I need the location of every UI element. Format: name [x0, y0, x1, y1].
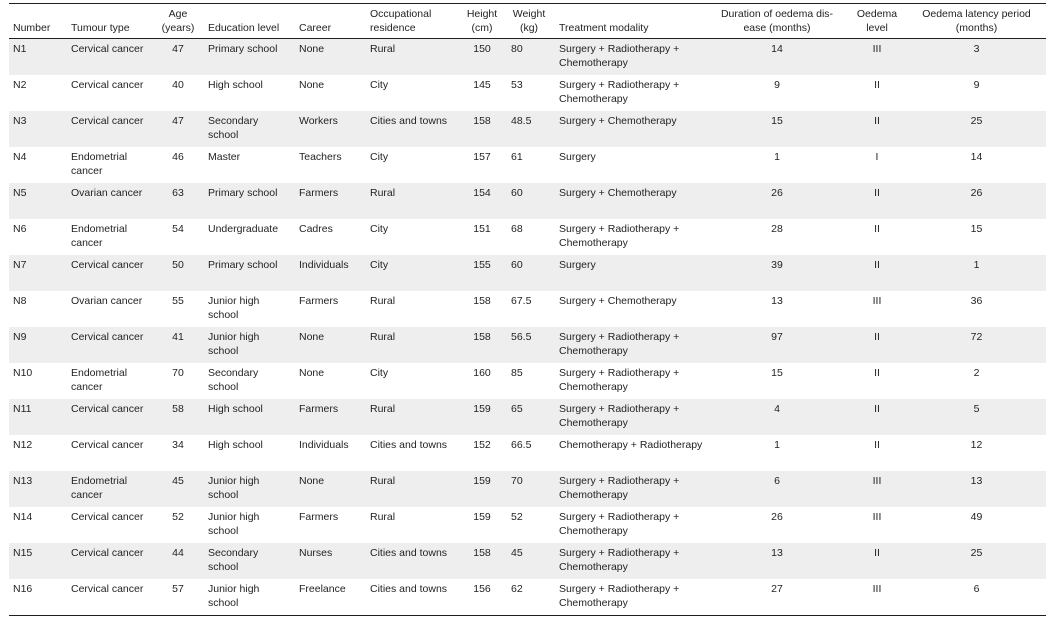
cell-tumour-type: Cervical cancer	[67, 579, 152, 616]
cell-weight: 70	[503, 471, 555, 507]
cell-career: Cadres	[299, 223, 333, 236]
table-row	[9, 399, 1046, 435]
header-number: Number	[9, 4, 67, 39]
cell-duration: 4	[707, 399, 847, 435]
cell-tumour-type: Endometrial cancer	[71, 367, 128, 393]
table-row	[9, 219, 1046, 255]
cell-career: Nurses	[295, 543, 366, 579]
cell-residence: Rural	[366, 399, 461, 435]
cell-height: 159	[473, 511, 491, 524]
cell-career: Farmers	[295, 399, 366, 435]
cell-height: 158	[461, 111, 503, 147]
cell-duration: 15	[707, 111, 847, 147]
table-row	[9, 255, 1046, 291]
header-age: Age (years)	[152, 4, 204, 39]
cell-latency: 3	[907, 39, 1046, 76]
cell-career: Farmers	[299, 295, 339, 308]
cell-tumour-type: Cervical cancer	[71, 79, 144, 92]
cell-oedema-level: II	[847, 543, 907, 579]
table-row	[9, 507, 1046, 543]
cell-height: 158	[461, 327, 503, 363]
cell-residence: Cities and towns	[366, 579, 461, 616]
cell-oedema-level: II	[847, 399, 907, 435]
cell-education: High school	[208, 79, 263, 92]
cell-latency: 13	[907, 471, 1046, 507]
cell-weight: 62	[503, 579, 555, 616]
cell-residence: Rural	[366, 183, 461, 219]
cell-latency: 25	[907, 111, 1046, 147]
cell-latency: 49	[970, 511, 983, 524]
cell-treatment: Surgery + Radiotherapy + Chemotherapy	[559, 223, 680, 249]
header-residence: Occupational residence	[366, 4, 461, 39]
cell-treatment: Surgery + Radiotherapy + Chemotherapy	[555, 471, 707, 507]
header-height: Height (cm)	[461, 4, 503, 39]
cell-number: N9	[9, 327, 67, 363]
cell-age: 45	[152, 471, 204, 507]
cell-oedema-level: III	[847, 39, 907, 76]
cell-weight: 60	[503, 183, 555, 219]
cell-latency: 26	[907, 183, 1046, 219]
cell-residence: City	[370, 223, 389, 236]
cell-education: High school	[208, 439, 263, 452]
patient-characteristics-table	[9, 3, 1046, 616]
cell-residence: City	[366, 255, 461, 291]
cell-career: Farmers	[295, 183, 366, 219]
cell-treatment: Surgery + Radiotherapy + Chemotherapy	[559, 511, 680, 537]
header-tumour-type: Tumour type	[67, 4, 152, 39]
cell-weight: 61	[511, 151, 523, 164]
cell-oedema-level: II	[874, 79, 880, 92]
cell-career: Workers	[295, 111, 366, 147]
cell-age: 34	[172, 439, 184, 452]
cell-tumour-type: Cervical cancer	[67, 399, 152, 435]
table-header-row	[9, 4, 1046, 39]
cell-age: 47	[152, 39, 204, 76]
cell-residence: Rural	[366, 471, 461, 507]
cell-oedema-level: II	[847, 183, 907, 219]
cell-tumour-type: Endometrial cancer	[71, 223, 128, 249]
header-duration: Duration of oedema dis-ease (months)	[707, 4, 847, 39]
cell-oedema-level: II	[847, 255, 907, 291]
cell-career: None	[295, 471, 366, 507]
cell-latency: 25	[907, 543, 1046, 579]
cell-duration: 1	[774, 151, 780, 164]
cell-career: Teachers	[299, 151, 342, 164]
cell-number: N16	[9, 579, 67, 616]
table-row	[9, 435, 1046, 471]
cell-duration: 14	[707, 39, 847, 76]
cell-duration: 26	[707, 183, 847, 219]
table-row	[9, 39, 1046, 76]
cell-tumour-type: Ovarian cancer	[71, 295, 143, 308]
patient-table-container	[9, 3, 1046, 616]
cell-oedema-level: III	[847, 471, 907, 507]
cell-oedema-level: II	[874, 367, 880, 380]
cell-height: 159	[461, 471, 503, 507]
cell-number: N4	[13, 151, 27, 164]
cell-number: N3	[9, 111, 67, 147]
cell-career: Freelance	[295, 579, 366, 616]
table-row	[9, 291, 1046, 327]
cell-weight: 60	[503, 255, 555, 291]
cell-residence: City	[370, 79, 389, 92]
table-row	[9, 147, 1046, 183]
cell-residence: Rural	[366, 327, 461, 363]
cell-education: Master	[208, 151, 241, 164]
table-row	[9, 543, 1046, 579]
cell-weight: 80	[503, 39, 555, 76]
cell-residence: Rural	[370, 295, 396, 308]
cell-treatment: Surgery + Chemotherapy	[555, 111, 707, 147]
cell-career: None	[295, 327, 366, 363]
cell-education: Junior high school	[204, 327, 295, 363]
cell-residence: City	[370, 367, 389, 380]
cell-height: 151	[473, 223, 491, 236]
cell-treatment: Surgery + Radiotherapy + Chemotherapy	[555, 543, 707, 579]
cell-education: Primary school	[204, 39, 295, 76]
cell-treatment: Surgery	[555, 255, 707, 291]
table-body	[9, 39, 1046, 616]
cell-oedema-level: II	[874, 439, 880, 452]
cell-duration: 13	[771, 295, 783, 308]
cell-number: N14	[13, 511, 33, 524]
cell-duration: 6	[707, 471, 847, 507]
cell-residence: Cities and towns	[370, 439, 448, 452]
cell-education: Junior high school	[204, 579, 295, 616]
cell-latency: 36	[970, 295, 983, 308]
cell-treatment: Surgery + Chemotherapy	[559, 295, 677, 308]
cell-career: Farmers	[299, 511, 339, 524]
cell-education: Junior high school	[208, 295, 260, 321]
header-education: Education level	[204, 4, 295, 39]
cell-latency: 12	[970, 439, 983, 452]
cell-education: Primary school	[204, 255, 295, 291]
cell-career: None	[299, 79, 325, 92]
cell-height: 160	[473, 367, 491, 380]
cell-number: N13	[9, 471, 67, 507]
cell-height: 155	[461, 255, 503, 291]
cell-duration: 26	[771, 511, 783, 524]
table-row	[9, 579, 1046, 616]
cell-residence: Rural	[370, 511, 396, 524]
cell-oedema-level: III	[872, 511, 882, 524]
cell-age: 41	[152, 327, 204, 363]
cell-treatment: Surgery + Chemotherapy	[555, 183, 707, 219]
cell-height: 159	[461, 399, 503, 435]
cell-weight: 68	[511, 223, 523, 236]
cell-tumour-type: Cervical cancer	[67, 255, 152, 291]
cell-tumour-type: Cervical cancer	[71, 439, 144, 452]
cell-age: 52	[172, 511, 184, 524]
cell-age: 58	[152, 399, 204, 435]
table-row	[9, 111, 1046, 147]
cell-residence: Rural	[366, 39, 461, 76]
cell-height: 150	[461, 39, 503, 76]
cell-weight: 53	[511, 79, 523, 92]
cell-residence: City	[370, 151, 389, 164]
cell-number: N6	[13, 223, 27, 236]
cell-duration: 1	[774, 439, 780, 452]
cell-number: N8	[13, 295, 27, 308]
cell-age: 63	[152, 183, 204, 219]
cell-tumour-type: Endometrial cancer	[67, 471, 152, 507]
cell-residence: Cities and towns	[366, 111, 461, 147]
cell-number: N10	[13, 367, 33, 380]
cell-duration: 9	[774, 79, 780, 92]
table-row	[9, 327, 1046, 363]
table-row	[9, 471, 1046, 507]
cell-oedema-level: II	[847, 111, 907, 147]
cell-tumour-type: Cervical cancer	[67, 39, 152, 76]
cell-education: Junior high school	[208, 511, 260, 537]
cell-treatment: Chemotherapy + Radiotherapy	[559, 439, 703, 452]
table-row	[9, 183, 1046, 219]
cell-duration: 15	[771, 367, 783, 380]
cell-tumour-type: Cervical cancer	[67, 327, 152, 363]
cell-latency: 5	[907, 399, 1046, 435]
cell-oedema-level: III	[847, 579, 907, 616]
cell-weight: 85	[511, 367, 523, 380]
cell-duration: 13	[707, 543, 847, 579]
cell-weight: 67.5	[511, 295, 532, 308]
cell-oedema-level: III	[872, 295, 882, 308]
cell-height: 145	[473, 79, 491, 92]
cell-number: N11	[9, 399, 67, 435]
cell-duration: 39	[707, 255, 847, 291]
cell-treatment: Surgery + Radiotherapy + Chemotherapy	[555, 327, 707, 363]
cell-education: Secondary school	[204, 111, 295, 147]
cell-weight: 45	[503, 543, 555, 579]
cell-latency: 9	[973, 79, 980, 92]
cell-oedema-level: II	[874, 223, 880, 236]
cell-tumour-type: Cervical cancer	[71, 511, 144, 524]
cell-education: Secondary school	[208, 367, 259, 393]
cell-duration: 97	[707, 327, 847, 363]
cell-education: High school	[204, 399, 295, 435]
cell-treatment: Surgery	[559, 151, 596, 164]
cell-education: Primary school	[204, 183, 295, 219]
cell-latency: 14	[970, 151, 983, 164]
cell-treatment: Surgery + Radiotherapy + Chemotherapy	[555, 579, 707, 616]
cell-latency: 15	[970, 223, 983, 236]
cell-weight: 52	[511, 511, 523, 524]
cell-age: 50	[152, 255, 204, 291]
cell-number: N2	[13, 79, 27, 92]
cell-tumour-type: Ovarian cancer	[67, 183, 152, 219]
cell-duration: 28	[771, 223, 783, 236]
cell-age: 44	[152, 543, 204, 579]
table-row	[9, 75, 1046, 111]
cell-number: N1	[9, 39, 67, 76]
cell-tumour-type: Cervical cancer	[67, 543, 152, 579]
cell-height: 154	[461, 183, 503, 219]
cell-career: None	[299, 367, 325, 380]
cell-career: Individuals	[299, 439, 349, 452]
cell-oedema-level: II	[847, 327, 907, 363]
cell-weight: 65	[503, 399, 555, 435]
header-latency: Oedema latency period (months)	[907, 4, 1046, 39]
cell-treatment: Surgery + Radiotherapy + Chemotherapy	[559, 79, 680, 105]
cell-treatment: Surgery + Radiotherapy + Chemotherapy	[555, 399, 707, 435]
cell-age: 57	[152, 579, 204, 616]
cell-career: None	[295, 39, 366, 76]
cell-height: 156	[461, 579, 503, 616]
cell-latency: 6	[907, 579, 1046, 616]
cell-career: Individuals	[295, 255, 366, 291]
cell-latency: 1	[907, 255, 1046, 291]
cell-age: 47	[152, 111, 204, 147]
cell-treatment: Surgery + Radiotherapy + Chemotherapy	[555, 39, 707, 76]
cell-education: Undergraduate	[208, 223, 279, 236]
cell-weight: 56.5	[503, 327, 555, 363]
cell-height: 152	[473, 439, 491, 452]
header-career: Career	[295, 4, 366, 39]
header-oedema-level: Oedema level	[847, 4, 907, 39]
cell-age: 46	[172, 151, 184, 164]
header-weight: Weight (kg)	[503, 4, 555, 39]
cell-height: 158	[473, 295, 491, 308]
cell-age: 40	[172, 79, 184, 92]
cell-number: N7	[9, 255, 67, 291]
cell-duration: 27	[707, 579, 847, 616]
cell-number: N15	[9, 543, 67, 579]
cell-latency: 72	[907, 327, 1046, 363]
cell-oedema-level: I	[875, 151, 879, 164]
cell-tumour-type: Cervical cancer	[67, 111, 152, 147]
cell-latency: 2	[973, 367, 980, 380]
cell-number: N5	[9, 183, 67, 219]
cell-age: 55	[172, 295, 184, 308]
cell-weight: 48.5	[503, 111, 555, 147]
cell-height: 157	[473, 151, 491, 164]
cell-education: Junior high school	[204, 471, 295, 507]
cell-education: Secondary school	[204, 543, 295, 579]
cell-number: N12	[13, 439, 33, 452]
cell-weight: 66.5	[511, 439, 532, 452]
table-row	[9, 363, 1046, 399]
cell-residence: Cities and towns	[366, 543, 461, 579]
cell-tumour-type: Endometrial cancer	[71, 151, 128, 177]
cell-height: 158	[461, 543, 503, 579]
cell-age: 70	[172, 367, 184, 380]
cell-age: 54	[172, 223, 184, 236]
header-treatment: Treatment modality	[555, 4, 707, 39]
cell-treatment: Surgery + Radiotherapy + Chemotherapy	[559, 367, 680, 393]
